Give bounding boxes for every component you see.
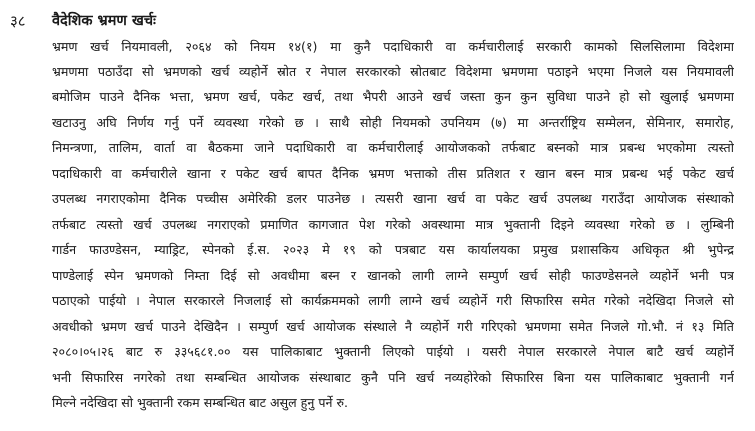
paragraph-line: भ्रमणमा पठाउँदा सो भ्रमणको खर्च व्यहोर्ने स्रोत र नेपाल सरकारको स्रोतबाट विदेशमा भ्रमणमा पठाइने भएमा निजले यस नियमावली <box>52 64 734 79</box>
paragraph-line: तर्फबाट त्यस्तो खर्च उपलब्ध नगराएको प्रमाणित कागजात पेश गरेको अवस्थामा मात्र भुक्तानी दिइने व्यवस्था गरेको छ । लुम्बिनी <box>52 217 734 232</box>
paragraph-line: अवधीको भ्रमण खर्च पाउने देखिदैन । सम्पुर्ण खर्च आयोजक संस्थाले नै व्यहोर्ने गरी गरिएको भ्रमणमा समेत निजले गो.भौ. नं १३ मिति <box>52 319 734 334</box>
section-heading: वैदेशिक भ्रमण खर्चः <box>52 13 156 29</box>
paragraph-line: पदाधिकारी वा कर्मचारीले खाना र पकेट खर्च बापत दैनिक भ्रमण भत्ताको तीस प्रतिशत र खान बस्न मात्र प्रबन्ध भई पकेट खर्च <box>52 166 734 181</box>
paragraph-line: मिल्ने नदेखिदा सो भुक्तानी रकम सम्बन्धित बाट असुल हुनु पर्ने रु. <box>52 395 349 410</box>
paragraph-line: बमोजिम पाउने दैनिक भत्ता, भ्रमण खर्च, पकेट खर्च, तथा भैपरी आउने खर्च जस्ता कुन कुन सुविधा पाउने हो सो खुलाई भ्रमणमा <box>52 89 734 104</box>
paragraph-line: पाण्डेलाई स्पेन भ्रमणको निम्ता दिई सो अवधीमा बस्न र खानको लागी लाग्ने सम्पुर्ण खर्च सोही फाउण्डेसनले व्यहोर्ने भनी पत्र <box>52 268 734 283</box>
paragraph-line: पठाएको पाईयो । नेपाल सरकारले निजलाई सो कार्यक्रममको लागी लाग्ने खर्च व्यहोर्ने गरी सिफारिस समेत गरेको नदेखिदा निजले सो <box>52 293 734 308</box>
paragraph-line: उपलब्ध नगराएकोमा दैनिक पच्चीस अमेरिकी डलर पाउनेछ । त्यसरी खाना खर्च वा पकेट खर्च उपलब्ध गराउँदा आयोजक संस्थाको <box>52 191 734 206</box>
paragraph-line: भनी सिफारिस नगरेको तथा सम्बन्धित आयोजक संस्थाबाट कुनै पनि खर्च नव्यहोरेको सिफारिस बिना यस पालिकाबाट भुक्तानी गर्न <box>52 370 734 385</box>
paragraph-line: २०८०।०५।२६ बाट रु ३३५६८१.०० यस पालिकाबाट भुक्तानी लिएको पाईयो । यसरी नेपाल सरकारले नेपाल बाटै खर्च व्यहोर्ने <box>52 344 734 359</box>
paragraph-line: भ्रमण खर्च नियमावली, २०६४ को नियम १४(१) मा कुनै पदाधिकारी वा कर्मचारीलाई सरकारी कामको सिलसिलामा विदेशमा <box>52 39 734 54</box>
paragraph-line: निमन्त्रणा, तालिम, वार्ता वा बैठकमा जाने पदाधिकारी वा कर्मचारीलाई आयोजकको तर्फबाट बस्नको मात्र प्रबन्ध भएकोमा त्यस्तो <box>52 140 734 155</box>
paragraph-line: खटाउनु अघि निर्णय गर्नु पर्ने व्यवस्था गरेको छ । साथै सोही नियमको उपनियम (७) मा अन्तर्राष्ट्रिय सम्मेलन, सेमिनार, समारोह, <box>52 115 734 130</box>
paragraph-line: गार्डन फाउण्डेसन, म्याड्रिट, स्पेनको ई.स. २०२३ मे १९ को पत्रबाट यस कार्यालयका प्रमुख प्रशासकिय अधिकृत श्री भुपेन्द्र <box>52 242 734 257</box>
section-number: ३८ <box>10 12 26 30</box>
